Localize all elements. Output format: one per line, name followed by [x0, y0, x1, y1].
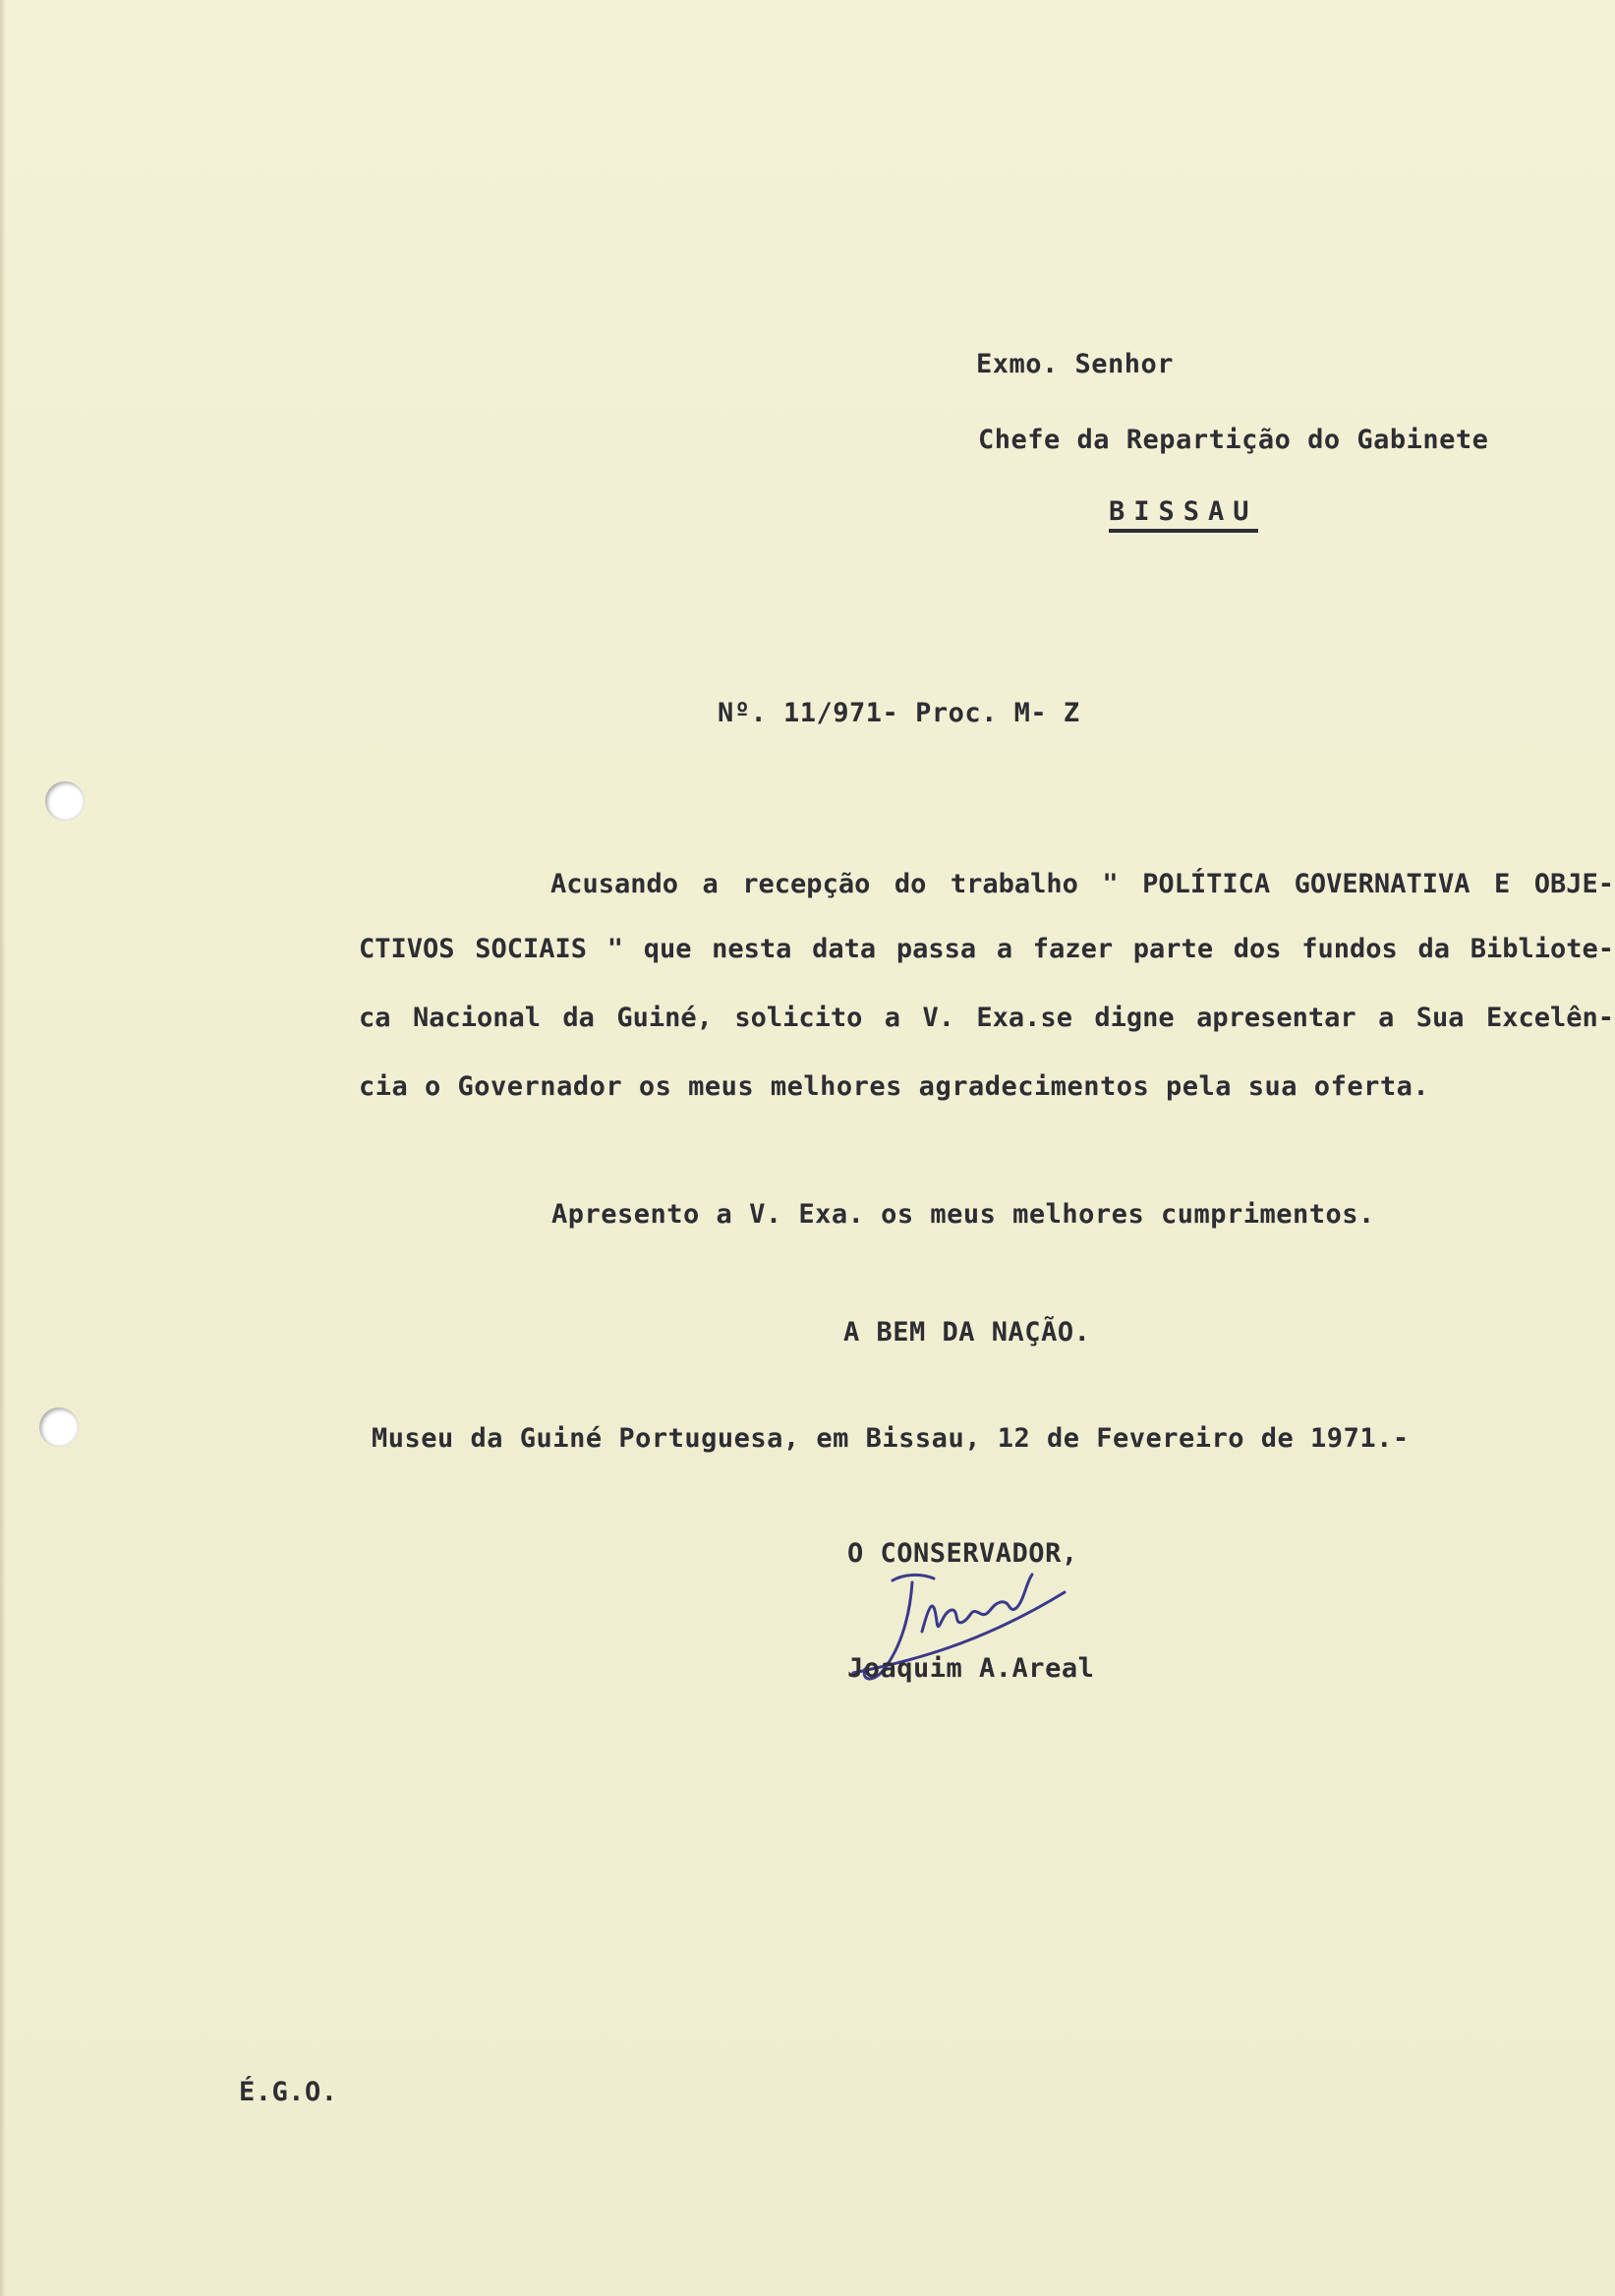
- body-line-1: Acusando a recepção do trabalho " POLÍTICA GOVERNATIVA E OBJE-: [550, 869, 1614, 899]
- footer-initials: É.G.O.: [239, 2077, 338, 2107]
- salutation: Exmo. Senhor: [976, 349, 1175, 379]
- signatory-name: Joaquim A.Areal: [847, 1653, 1095, 1684]
- punch-hole-bottom: [39, 1407, 79, 1447]
- recipient: Chefe da Repartição do Gabinete: [978, 425, 1489, 455]
- place-date: Museu da Guiné Portuguesa, em Bissau, 12 de Fevereiro de 1971.-: [372, 1423, 1410, 1454]
- motto: A BEM DA NAÇÃO.: [843, 1317, 1091, 1348]
- city: BISSAU: [1109, 496, 1258, 533]
- punch-hole-top: [45, 781, 85, 821]
- signatory-title: O CONSERVADOR,: [847, 1538, 1078, 1569]
- body-paragraph-2: Apresento a V. Exa. os meus melhores cumprimentos.: [551, 1199, 1375, 1230]
- body-line-2: CTIVOS SOCIAIS " que nesta data passa a fazer parte dos fundos da Bibliote-: [359, 934, 1614, 964]
- body-line-4: cia o Governador os meus melhores agradecimentos pela sua oferta.: [359, 1071, 1430, 1102]
- body-line-3: ca Nacional da Guiné, solicito a V. Exa.se digne apresentar a Sua Excelên-: [359, 1003, 1614, 1033]
- page-edge-shadow: [0, 0, 6, 2296]
- reference-number: Nº. 11/971- Proc. M- Z: [718, 698, 1080, 728]
